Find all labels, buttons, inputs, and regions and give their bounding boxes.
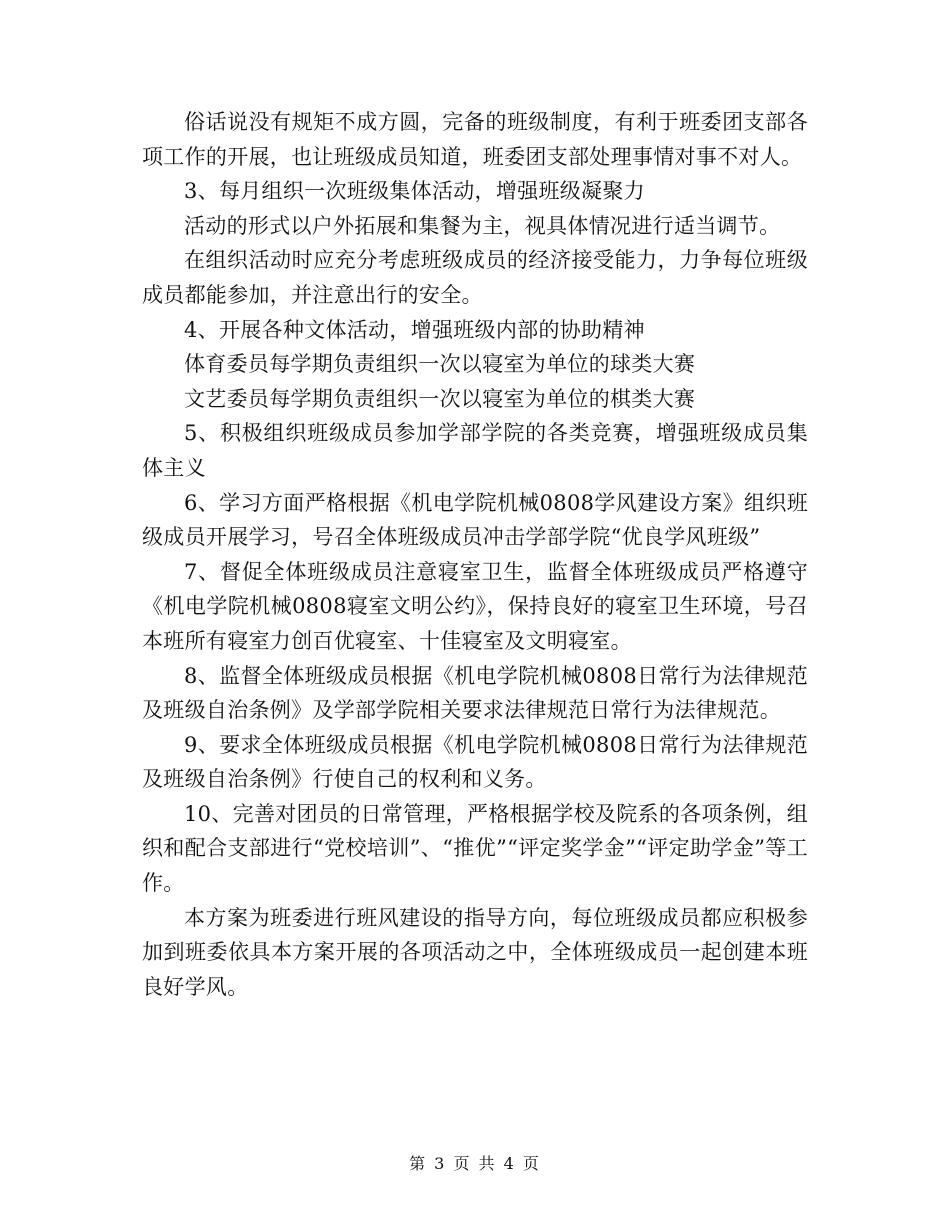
paragraph: 9、要求全体班级成员根据《机电学院机械0808日常行为法律规范及班级自治条例》行使自己的权利和义务。 [142,732,808,792]
paragraph: 5、积极组织班级成员参加学部学院的各类竞赛，增强班级成员集体主义 [142,421,808,480]
paragraph: 10、完善对团员的日常管理，严格根据学校及院系的各项条例，组织和配合支部进行“党校培训”、“推优”“评定奖学金”“评定助学金”等工作。 [142,801,808,896]
paragraph: 俗话说没有规矩不成方圆，完备的班级制度，有利于班委团支部各项工作的开展，也让班级成员知道，班委团支部处理事情对事不对人。 [142,110,808,169]
paragraph: 本方案为班委进行班风建设的指导方向，每位班级成员都应积极参加到班委依具本方案开展的各项活动之中，全体班级成员一起创建本班良好学风。 [142,905,808,999]
paragraph: 活动的形式以户外拓展和集餐为主，视具体情况进行适当调节。 [184,213,781,238]
page-number-footer: 第 3 页 共 4 页 [409,1154,541,1173]
paragraph: 8、监督全体班级成员根据《机电学院机械0808日常行为法律规范及班级自治条例》及学部学院相关要求法律规范日常行为法律规范。 [142,663,808,723]
paragraph: 4、开展各种文体活动，增强班级内部的协助精神 [184,317,645,342]
paragraph: 6、学习方面严格根据《机电学院机械0808学风建设方案》组织班级成员开展学习，号召全体班级成员冲击学部学院“优良学风班级” [142,490,808,550]
paragraph: 文艺委员每学期负责组织一次以寝室为单位的棋类大赛 [184,386,696,411]
paragraph: 在组织活动时应充分考虑班级成员的经济接受能力，力争每位班级成员都能参加，并注意出行的安全。 [142,248,808,307]
paragraph: 7、督促全体班级成员注意寝室卫生，监督全体班级成员严格遵守《机电学院机械0808寝室文明公约》，保持良好的寝室卫生环境，号召本班所有寝室力创百优寝室、十佳寝室及文明寝室。 [142,559,808,653]
paragraph: 3、每月组织一次班级集体活动，增强班级凝聚力 [184,179,645,204]
paragraph: 体育委员每学期负责组织一次以寝室为单位的球类大赛 [184,352,696,377]
document-body [142,105,808,1004]
